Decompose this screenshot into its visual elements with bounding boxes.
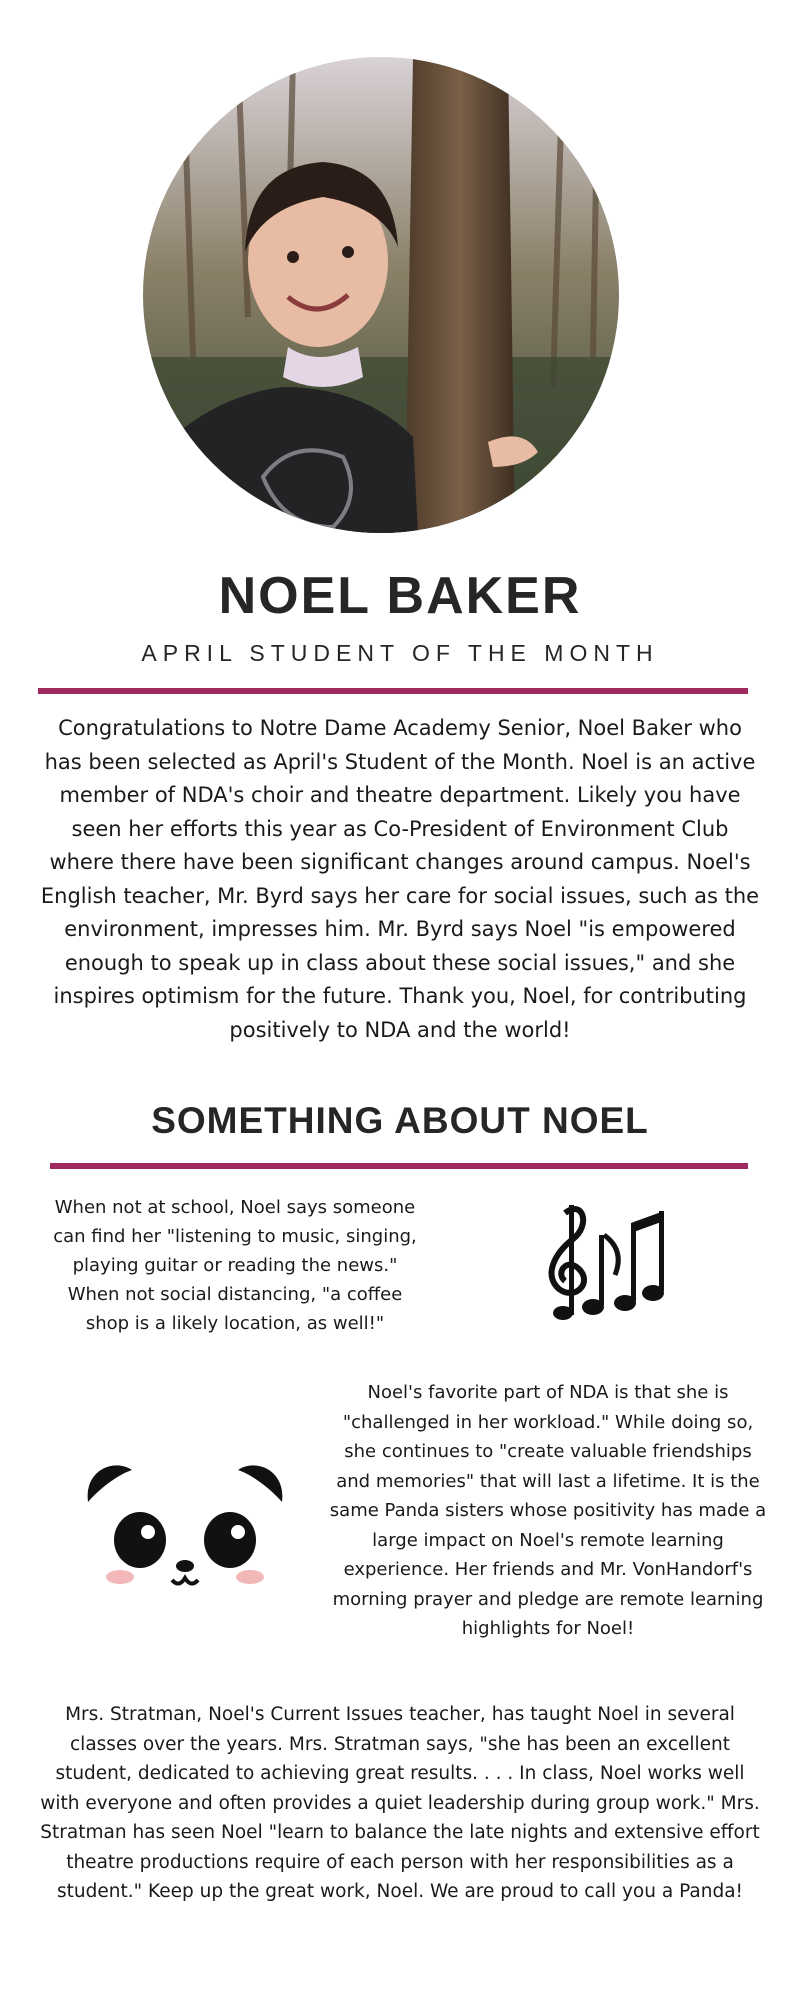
favorite-paragraph: Noel's favorite part of NDA is that she is "challenged in her workload." While doing so, she continues to "create valuable friendships and memories" that will last a lifetime. It is the same Panda sisters whose positivity has made a large impact on Noel's remote learning experience. Her friends and Mr. VonHandorf's morning prayer and pledge are remote learning highlights for Noel! (329, 1382, 767, 1639)
section-title: SOMETHING ABOUT NOEL (151, 1100, 649, 1141)
music-notes-icon (535, 1195, 675, 1325)
panda-face-icon (80, 1440, 290, 1605)
stratman-paragraph: Mrs. Stratman, Noel's Current Issues teacher, has taught Noel in several classes over the years. Mrs. Stratman says, "she has been an excellent student, dedicated to achieving great results. . . . In class, Noel works well with everyone and often provides a quiet leadership during group work." Mrs. Stratman has seen Noel "learn to balance the late nights and extensive effort theatre productions require of each person with her responsibilities as a student." Keep up the great work, Noel. We are proud to call you a Panda! (40, 1704, 760, 1902)
portrait-illustration (143, 57, 619, 533)
divider-section (50, 1163, 748, 1169)
hobbies-paragraph: When not at school, Noel says someone can find her "listening to music, singing, playing guitar or reading the news." When not social distancing, "a coffee shop is a likely location, as well!" (53, 1197, 417, 1334)
intro-paragraph: Congratulations to Notre Dame Academy Senior, Noel Baker who has been selected as April's Student of the Month. Noel is an active member of NDA's choir and theatre department. Likely you have seen her efforts this year as Co-President of Environment Club where there have been significant changes around campus. Noel's English teacher, Mr. Byrd says her care for social issues, such as the environment, impresses him. Mr. Byrd says Noel "is empowered enough to speak up in class about these social issues," and she inspires optimism for the future. Thank you, Noel, for contributing positively to NDA and the world! (40, 716, 760, 1042)
student-photo (143, 57, 619, 533)
student-name: NOEL BAKER (218, 567, 582, 625)
divider-top (38, 688, 748, 694)
page-subtitle: APRIL STUDENT OF THE MONTH (141, 640, 659, 666)
